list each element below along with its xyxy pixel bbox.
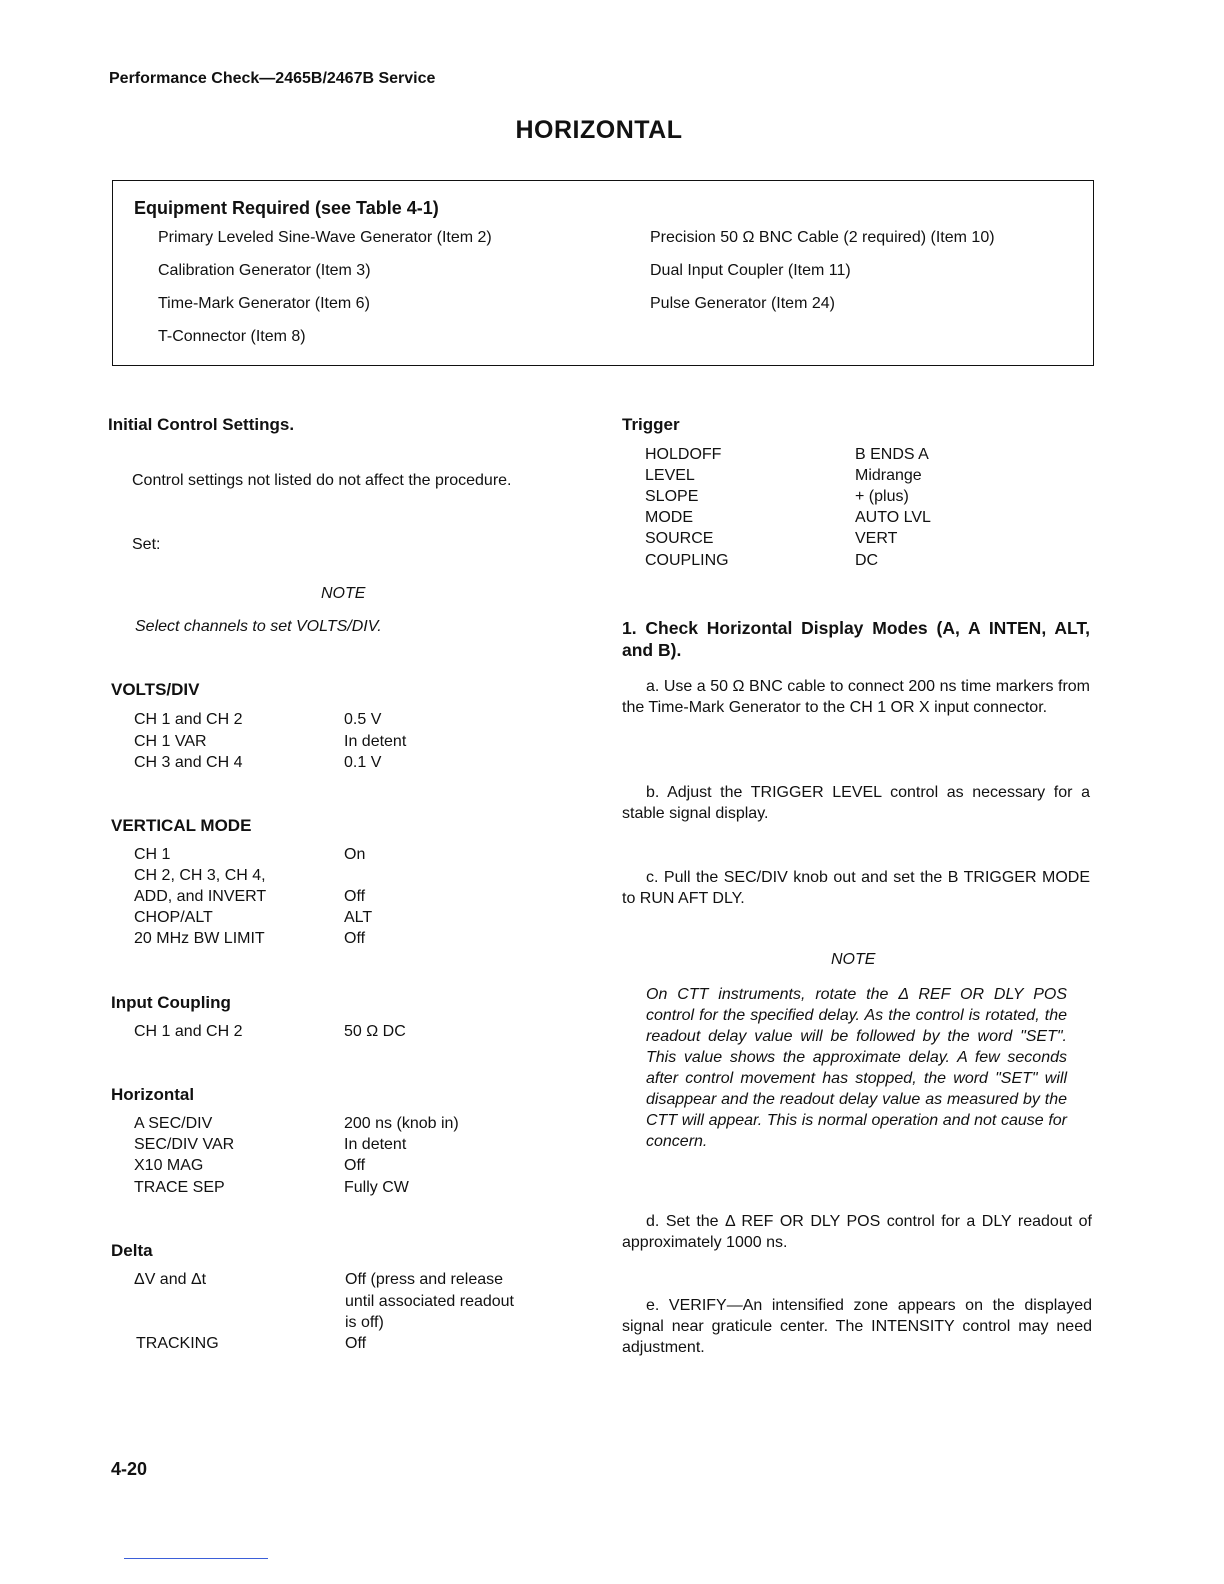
setting-value: 50 Ω DC: [344, 1023, 406, 1040]
step-1-heading: 1. Check Horizontal Display Modes (A, A INTEN, ALT, and B).: [622, 618, 1090, 660]
setting-label: CH 1 and CH 2: [134, 1023, 243, 1040]
setting-value: Off: [344, 930, 366, 947]
setting-label: TRACE SEP: [134, 1179, 225, 1196]
running-head: Performance Check—2465B/2467B Service: [109, 70, 436, 87]
setting-label: A SEC/DIV: [134, 1115, 213, 1132]
horizontal-heading: Horizontal: [111, 1085, 195, 1104]
setting-label: ADD, and INVERT: [134, 888, 267, 905]
setting-value: 200 ns (knob in): [344, 1115, 459, 1132]
volts-div-heading: VOLTS/DIV: [111, 680, 200, 699]
note-text: Select channels to set VOLTS/DIV.: [135, 618, 382, 635]
step-1c: c. Pull the SEC/DIV knob out and set the B TRIGGER MODE to RUN AFT DLY.: [622, 869, 1090, 907]
setting-value: B ENDS A: [855, 446, 929, 463]
note-text: On CTT instruments, rotate the Δ REF OR DLY POS control for the specified delay. As the control is rotated, the readout delay value will be followed by the word "SET". This value shows the approximate delay. A few seconds after control movement has stopped, the word "SET" will disappear and the readout delay value as measured by the CTT will appear. This is normal operation and not cause for concern.: [646, 986, 1067, 1150]
setting-value: On: [344, 846, 366, 863]
setting-label: SLOPE: [645, 488, 699, 505]
set-label: Set:: [132, 536, 161, 553]
setting-value: In detent: [344, 1136, 407, 1153]
setting-label: TRACKING: [136, 1335, 219, 1352]
setting-value: ALT: [344, 909, 373, 926]
setting-label: SEC/DIV VAR: [134, 1136, 235, 1153]
setting-label: 20 MHz BW LIMIT: [134, 930, 265, 947]
setting-value: Fully CW: [344, 1179, 409, 1196]
setting-label: CH 1: [134, 846, 171, 863]
setting-value: In detent: [344, 733, 407, 750]
note-label: NOTE: [321, 585, 366, 602]
setting-label: CH 1 VAR: [134, 733, 207, 750]
step-1d: d. Set the Δ REF OR DLY POS control for a DLY readout of approximately 1000 ns.: [622, 1213, 1092, 1251]
setting-value: Off: [344, 888, 366, 905]
setting-value: is off): [345, 1314, 384, 1331]
setting-label: SOURCE: [645, 530, 714, 547]
vertical-mode-heading: VERTICAL MODE: [111, 816, 252, 835]
setting-label: CH 3 and CH 4: [134, 754, 243, 771]
setting-value: DC: [855, 552, 879, 569]
equipment-item: Calibration Generator (Item 3): [158, 262, 371, 279]
setting-value: Off: [345, 1335, 367, 1352]
section-title: HORIZONTAL: [515, 116, 683, 144]
step-1e: e. VERIFY—An intensified zone appears on the displayed signal near graticule center. The INTENSITY control may need adjustment.: [622, 1297, 1092, 1356]
delta-heading: Delta: [111, 1241, 153, 1260]
setting-value: + (plus): [855, 488, 909, 505]
setting-label: X10 MAG: [134, 1157, 204, 1174]
equipment-title: Equipment Required (see Table 4-1): [134, 198, 439, 218]
equipment-item: Dual Input Coupler (Item 11): [650, 262, 851, 279]
equipment-item: Primary Leveled Sine-Wave Generator (Item 2): [158, 229, 492, 246]
setting-label: LEVEL: [645, 467, 695, 484]
note-label: NOTE: [831, 951, 876, 968]
equipment-item: Pulse Generator (Item 24): [650, 295, 835, 312]
footer-rule: [124, 1558, 268, 1559]
setting-label: HOLDOFF: [645, 446, 722, 463]
setting-label: ΔV and Δt: [134, 1271, 207, 1288]
setting-value: 0.1 V: [344, 754, 382, 771]
step-1a: a. Use a 50 Ω BNC cable to connect 200 ns time markers from the Time-Mark Generator to the CH 1 OR X input connector.: [622, 678, 1090, 716]
equipment-item: T-Connector (Item 8): [158, 328, 306, 345]
setting-value: AUTO LVL: [855, 509, 931, 526]
initial-settings-intro: Control settings not listed do not affect the procedure.: [132, 472, 512, 489]
setting-value: Midrange: [855, 467, 922, 484]
trigger-heading: Trigger: [622, 415, 680, 434]
page-number: 4-20: [111, 1459, 148, 1479]
setting-label: CH 2, CH 3, CH 4,: [134, 867, 266, 884]
setting-label: MODE: [645, 509, 693, 526]
setting-label: COUPLING: [645, 552, 729, 569]
equipment-item: Time-Mark Generator (Item 6): [158, 295, 370, 312]
setting-value: 0.5 V: [344, 711, 382, 728]
setting-value: until associated readout: [345, 1293, 514, 1310]
setting-value: Off: [344, 1157, 366, 1174]
setting-label: CH 1 and CH 2: [134, 711, 243, 728]
setting-value: VERT: [855, 530, 898, 547]
equipment-item: Precision 50 Ω BNC Cable (2 required) (Item 10): [650, 229, 995, 246]
initial-settings-heading: Initial Control Settings.: [108, 415, 295, 434]
input-coupling-heading: Input Coupling: [111, 993, 231, 1012]
setting-value: Off (press and release: [345, 1271, 504, 1288]
step-1b: b. Adjust the TRIGGER LEVEL control as necessary for a stable signal display.: [622, 784, 1090, 822]
setting-label: CHOP/ALT: [134, 909, 213, 926]
